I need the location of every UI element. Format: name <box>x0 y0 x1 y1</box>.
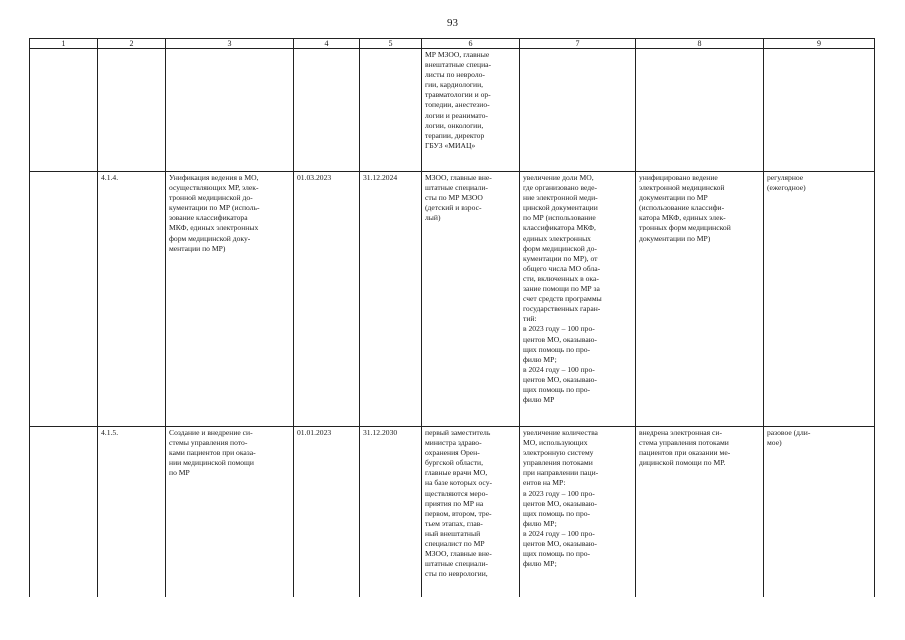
cell-text-line: в 2023 году – 100 про- <box>523 488 595 498</box>
cell-item-number <box>98 49 166 172</box>
column-number: 6 <box>422 39 520 49</box>
cell-text-line: 31.12.2030 <box>363 428 398 437</box>
cell-frequency <box>764 172 875 427</box>
cell-text-line: МР МЗОО, главные <box>425 50 490 59</box>
cell-text-line: электронной медицинской <box>639 183 725 193</box>
cell-item-number <box>98 427 166 598</box>
cell-start-date <box>294 172 360 427</box>
cell-text-line: филю МР; <box>523 559 557 569</box>
cell-text-line: центов МО, оказываю- <box>523 498 597 508</box>
cell-result <box>636 172 764 427</box>
cell-result <box>636 427 764 598</box>
cell-blank <box>30 172 98 427</box>
cell-text-line: сти, включенных в ока- <box>523 273 599 283</box>
cell-text-line: Унификация ведения в МО, <box>169 173 259 182</box>
cell-frequency <box>764 49 875 172</box>
cell-text-line: гии, кардиологии, <box>425 80 484 90</box>
cell-text-line: кументации по МР (исполь- <box>169 203 260 213</box>
cell-text-line: зание помощи по МР за <box>523 284 600 294</box>
column-number: 9 <box>764 39 875 49</box>
cell-text-line: МКФ, единых электронных <box>169 223 259 233</box>
cell-text-line: (детский и взрос- <box>425 203 482 213</box>
cell-text-line: тронных форм медицинской <box>639 223 731 233</box>
cell-text-line: лый) <box>425 213 441 223</box>
column-number: 3 <box>166 39 294 49</box>
cell-text-line: увеличение доли МО, <box>523 173 594 182</box>
cell-text-line: тий: <box>523 314 537 324</box>
cell-text-line: сты по МР МЗОО <box>425 193 483 203</box>
cell-text-line: первом, втором, тре- <box>425 508 492 518</box>
cell-blank <box>30 427 98 598</box>
cell-text-line: внештатные специа- <box>425 60 492 70</box>
column-number: 4 <box>294 39 360 49</box>
cell-text-line: общего числа МО обла- <box>523 263 601 273</box>
cell-text-line: МЗОО, главные вне- <box>425 549 492 559</box>
cell-text-line: кументации по МР), от <box>523 253 598 263</box>
document-table <box>29 38 875 597</box>
cell-text-line: 01.03.2023 <box>297 173 332 182</box>
cell-responsible <box>422 49 520 172</box>
cell-text-line: осуществляющих МР, элек- <box>169 183 259 193</box>
cell-text-line: регулярное <box>767 173 804 182</box>
cell-text-line: при направлении паци- <box>523 468 599 478</box>
cell-text-line: тронной медицинской до- <box>169 193 253 203</box>
cell-text-line: нии медицинской помощи <box>169 458 254 468</box>
cell-text-line: ментации по МР) <box>169 243 226 253</box>
cell-end-date <box>360 172 422 427</box>
table-row <box>30 49 875 172</box>
cell-text-line: приятия по МР на <box>425 498 484 508</box>
cell-text-line: счет средств программы <box>523 294 602 304</box>
cell-indicator <box>520 172 636 427</box>
cell-text-line: государственных гаран- <box>523 304 601 314</box>
cell-text-line: форм медицинской доку- <box>169 233 251 243</box>
cell-text-line: где организовано веде- <box>523 183 598 193</box>
cell-indicator <box>520 427 636 598</box>
cell-text-line: классификатора МКФ, <box>523 223 596 233</box>
column-number-row <box>30 39 875 49</box>
cell-activity <box>166 172 294 427</box>
cell-text-line: документации по МР <box>639 193 708 203</box>
cell-text-line: (ежегодное) <box>767 183 806 193</box>
cell-text-line: специалист по МР <box>425 539 485 549</box>
cell-text-line: ный внештатный <box>425 528 481 538</box>
cell-text-line: листы по невроло- <box>425 70 485 80</box>
cell-activity <box>166 49 294 172</box>
cell-text-line: центов МО, оказываю- <box>523 374 597 384</box>
cell-text-line: разовое (дли- <box>767 428 811 437</box>
cell-blank <box>30 49 98 172</box>
cell-text-line: щих помощь по про- <box>523 384 591 394</box>
cell-text-line: в 2024 году – 100 про- <box>523 364 595 374</box>
cell-text-line: щих помощь по про- <box>523 508 591 518</box>
cell-text-line: центов МО, оказываю- <box>523 539 597 549</box>
cell-text-line: щих помощь по про- <box>523 344 591 354</box>
cell-end-date <box>360 427 422 598</box>
cell-responsible <box>422 427 520 598</box>
cell-text-line: травматологии и ор- <box>425 90 491 100</box>
cell-end-date <box>360 49 422 172</box>
cell-text-line: охранения Орен- <box>425 448 480 458</box>
column-number: 5 <box>360 39 422 49</box>
table-row <box>30 427 875 598</box>
column-number: 8 <box>636 39 764 49</box>
cell-text-line: логии, онкологии, <box>425 120 484 130</box>
cell-text-line: топедии, анестезио- <box>425 100 490 110</box>
cell-text-line: МО, использующих <box>523 438 588 448</box>
cell-text-line: ществляются меро- <box>425 488 488 498</box>
cell-text-line: по МР (использование <box>523 213 596 223</box>
cell-frequency <box>764 427 875 598</box>
cell-text-line: бургской области, <box>425 458 483 468</box>
cell-text-line: электронную систему <box>523 448 594 458</box>
cell-activity <box>166 427 294 598</box>
cell-text-line: ками пациентов при оказа- <box>169 448 256 458</box>
cell-text-line: унифицировано ведение <box>639 173 718 182</box>
cell-text-line: тьем этапах, глав- <box>425 518 483 528</box>
cell-text-line: форм медицинской до- <box>523 243 597 253</box>
cell-text-line: 31.12.2024 <box>363 173 398 182</box>
cell-text-line: 4.1.4. <box>101 173 119 182</box>
column-number: 2 <box>98 39 166 49</box>
cell-text-line: щих помощь по про- <box>523 549 591 559</box>
cell-text-line: дицинской помощи по МР. <box>639 458 726 468</box>
cell-text-line: в 2023 году – 100 про- <box>523 324 595 334</box>
cell-text-line: увеличение количества <box>523 428 598 437</box>
cell-text-line: пациентов при оказании ме- <box>639 448 731 458</box>
cell-text-line: логии и реанимато- <box>425 110 488 120</box>
cell-indicator <box>520 49 636 172</box>
cell-text-line: зование классификатора <box>169 213 248 223</box>
cell-text-line: по МР <box>169 468 190 478</box>
cell-responsible <box>422 172 520 427</box>
page-number: 93 <box>447 17 458 29</box>
cell-text-line: центов МО, оказываю- <box>523 334 597 344</box>
cell-text-line: ние электронной меди- <box>523 193 598 203</box>
cell-text-line: в 2024 году – 100 про- <box>523 528 595 538</box>
cell-text-line: (использование классифи- <box>639 203 725 213</box>
cell-text-line: штатные специали- <box>425 559 488 569</box>
cell-text-line: единых электронных <box>523 233 591 243</box>
cell-text-line: главные врачи МО, <box>425 468 488 478</box>
cell-text-line: филю МР <box>523 395 555 405</box>
cell-text-line: цинской документации <box>523 203 598 213</box>
cell-text-line: на базе которых осу- <box>425 478 493 488</box>
cell-text-line: филю МР; <box>523 518 557 528</box>
cell-text-line: 4.1.5. <box>101 428 119 437</box>
cell-text-line: Создание и внедрение си- <box>169 428 253 437</box>
cell-start-date <box>294 49 360 172</box>
cell-text-line: управления потоками <box>523 458 593 468</box>
cell-text-line: ентов на МР: <box>523 478 566 488</box>
cell-text-line: штатные специали- <box>425 183 488 193</box>
cell-text-line: ГБУЗ «МИАЦ» <box>425 140 476 150</box>
cell-text-line: внедрена электронная си- <box>639 428 723 437</box>
cell-text-line: сты по неврологии, <box>425 569 488 579</box>
table-row <box>30 172 875 427</box>
column-number: 1 <box>30 39 98 49</box>
cell-text-line: документации по МР) <box>639 233 711 243</box>
cell-text-line: стемы управления пото- <box>169 438 248 448</box>
cell-item-number <box>98 172 166 427</box>
cell-text-line: мое) <box>767 438 782 448</box>
cell-text-line: терапии, директор <box>425 130 485 140</box>
cell-result <box>636 49 764 172</box>
cell-start-date <box>294 427 360 598</box>
column-number: 7 <box>520 39 636 49</box>
cell-text-line: первый заместитель <box>425 428 491 437</box>
cell-text-line: 01.01.2023 <box>297 428 332 437</box>
cell-text-line: катора МКФ, единых элек- <box>639 213 726 223</box>
cell-text-line: МЗОО, главные вне- <box>425 173 492 182</box>
cell-text-line: министра здраво- <box>425 438 482 448</box>
cell-text-line: стема управления потоками <box>639 438 729 448</box>
cell-text-line: филю МР; <box>523 354 557 364</box>
